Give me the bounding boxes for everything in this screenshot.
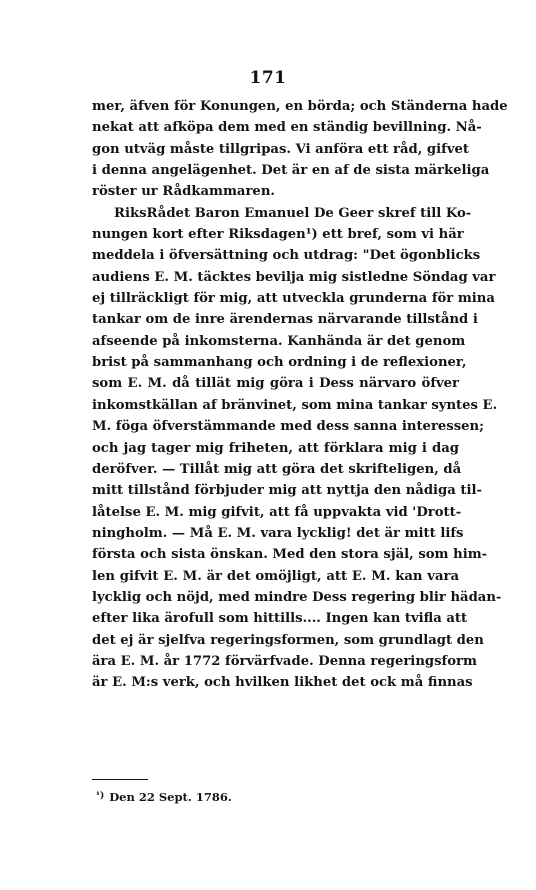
text-line: meddela i öfversättning och utdrag: "Det ögonblicks xyxy=(92,248,481,264)
text-line: lycklig och nöjd, med mindre Dess regering blir hädan- xyxy=(92,589,502,605)
text-line: det ej är sjelfva regeringsformen, som grundlagt den xyxy=(92,632,484,648)
body-text xyxy=(92,96,508,694)
text-line: ningholm. — Må E. M. vara lycklig! det är mitt lifs xyxy=(92,525,464,541)
text-line: första och sista önskan. Med den stora själ, som him- xyxy=(92,547,488,563)
text-line: len gifvit E. M. är det omöjligt, att E. M. kan vara xyxy=(92,568,459,584)
text-line: afseende på inkomsterna. Kanhända är det genom xyxy=(92,333,466,349)
text-line: mer, äfven för Konungen, en börda; och Ständerna hade xyxy=(92,99,508,114)
text-line: inkomstkällan af bränvinet, som mina tankar syntes E. xyxy=(92,397,498,413)
footnote xyxy=(96,790,232,804)
text-line: i denna angelägenhet. Det är en af de sista märkeliga xyxy=(92,163,490,179)
text-line: deröfver. — Tillåt mig att göra det skrifteligen, då xyxy=(92,461,462,477)
text-line: tankar om de inre ärendernas närvarande tillstånd i xyxy=(92,312,478,328)
text-line: som E. M. då tillät mig göra i Dess närvaro öfver xyxy=(92,376,459,392)
text-line: efter lika ärofull som hittills.... Ingen kan tvifla att xyxy=(92,611,468,627)
text-line: mitt tillstånd förbjuder mig att nyttja den nådiga til- xyxy=(92,483,482,499)
text-line: nungen kort efter Riksdagen¹) ett bref, som vi här xyxy=(92,227,464,243)
footnote-text: Den 22 Sept. 1786. xyxy=(109,790,232,804)
footnote-marker: ¹) xyxy=(96,791,105,801)
page-number: 171 xyxy=(249,68,287,88)
text-line: låtelse E. M. mig gifvit, att få uppvakta vid 'Drott- xyxy=(92,504,462,520)
text-line: är E. M:s verk, och hvilken likhet det ock må finnas xyxy=(92,675,473,691)
text-line: ej tillräckligt för mig, att utveckla grunderna för mina xyxy=(92,291,495,307)
footnote-divider xyxy=(92,779,148,780)
text-line: gon utväg måste tillgripas. Vi anföra ett råd, gifvet xyxy=(92,141,469,157)
text-line: och jag tager mig friheten, att förklara mig i dag xyxy=(92,440,459,456)
text-line: röster ur Rådkammaren. xyxy=(92,184,275,200)
text-line: nekat att afköpa dem med en ständig bevillning. Nå- xyxy=(92,120,482,136)
text-line: M. föga öfverstämmande med dess sanna interessen; xyxy=(92,419,484,435)
text-line: brist på sammanhang och ordning i de reflexioner, xyxy=(92,355,467,371)
text-line: ära E. M. år 1772 förvärfvade. Denna regeringsform xyxy=(92,653,477,669)
text-line: RiksRådet Baron Emanuel De Geer skref till Ko- xyxy=(114,205,472,221)
text-line: audiens E. M. täcktes bevilja mig sistledne Söndag var xyxy=(92,269,496,285)
